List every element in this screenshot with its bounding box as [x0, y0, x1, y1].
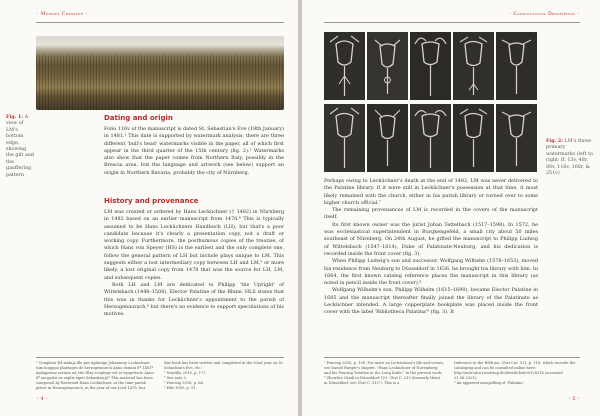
footnote-3: ³ Scintilla 2016, p. 177.	[164, 371, 207, 375]
figure-2-label: Fig. 2:	[546, 138, 564, 144]
provenance-paragraph-2: The remaining provenances of LM is recorded in the covers of the manuscript itself.	[324, 207, 538, 221]
right-page	[302, 0, 600, 416]
footnote-2-cont: this book has been written and completed in the 82nd year on St. Sebastian's Eve, etc.'	[164, 361, 284, 370]
figure-1-text: A view of LM's bottom edge, showing the gilt and the gauffering pattern	[6, 115, 34, 178]
left-folio: ◦ 4 ◦	[36, 396, 49, 402]
watermark-image-1	[324, 32, 365, 100]
figure-1-label: Fig. 1:	[6, 114, 24, 120]
watermark-image-8	[410, 104, 451, 172]
provenance-body	[324, 178, 538, 317]
footnote-8: ⁸ Zhowlicz Gradi in Düsseldorf 1(t). Chrt C. 213 (formerly Hem) in Düsseldorf, see Chrt C. 315"). This is a	[324, 376, 441, 385]
watermark-image-6	[324, 104, 365, 172]
footnote-8-cont: reference to the RHB ms. Chrt Cat. 511, p. 116, which records the cataloging and can be consulted online here:	[454, 361, 576, 370]
watermark-image-7	[367, 104, 408, 172]
watermark-2-drawing	[367, 32, 408, 100]
section-heading-dating: Dating and origin	[104, 114, 173, 122]
left-running-head: ◦ Michael Chesster ◦	[36, 12, 88, 17]
provenance-paragraph-5: Wolfgang Wilhelm's son, Philipp Wilhelm (1615–1690), became Elector Palatine in 1685 and the manuscript thereafter finally joined the library of the Palatinate as Lecküchner intended. A large copperplate bookplate was placed inside the front cover with the label 'Bibliotheca Palatina'⁹ (fig. 3). It	[324, 287, 538, 316]
footnote-5: ⁵ Fencing 2016, p. 66.	[164, 381, 204, 385]
watermark-image-9	[453, 104, 494, 172]
dating-paragraph-1: Folio 116v of the manuscript is dated St. Sebastian's Eve (19th January) in 1481.² This date is supported by watermark analysis; there are three different 'bull's head' watermarks visible in the paper, all of which first appear in the third quarter of the 15th century (fig. 2).³ Watermarks also show that the paper comes from Northern Italy, possibly in the Brescia area, but the language and artwork (see below) support an origin in Northern Bavaria, probably the city of Nürnberg.	[104, 126, 284, 176]
watermark-image-3	[410, 32, 451, 100]
watermark-figure	[324, 32, 538, 172]
watermark-6-drawing	[324, 104, 365, 172]
footnote-8-url: http://mdz-nbn-resolving.de/details:bsb00128314 (accessed 21.08.2021).	[454, 371, 563, 380]
footnote-2: ² Completu Ed maluja ille par Aplatuge Johannesy Leckuchner tam iungquo plateages de herzogenaurch Anno domini 8º 1481º mplagesine scriuse ad vite Illay sceptoge vel et egopriticte Anno 8º iacquobs ex vigilis egeti Sebastian.pl¹ This material has been composed by Reverend Hans Lecküchner, at the time parish priest in Herzogenaurach, in the year of our Lord 1478, but	[36, 361, 154, 390]
figure-2-caption	[546, 138, 594, 177]
right-footnote-rule	[324, 357, 580, 358]
footnote-9: ⁹ An apparent misspelling of 'Palatina'.	[454, 381, 525, 385]
left-footnotes-col-1	[36, 361, 154, 391]
provenance-paragraph-3: Its first known owner was the jurist Johan Tettelbach (1517–1598). In 1572, he was ecclesiastical superintendent in Burgkengefeld, a small city about 50 miles southeast of Nürnberg. On 24th August, he gifted the manuscript to Philipp Ludwig of Wittelsbach (1547–1614), Duke of Palatinate-Neuburg, and his dedication is recorded inside the front cover (fig. 3).	[324, 221, 538, 257]
watermark-3-drawing	[410, 32, 451, 100]
right-footnotes-col-2	[454, 361, 580, 386]
watermark-4-drawing	[453, 32, 494, 100]
watermark-8-drawing	[410, 104, 451, 172]
history-paragraph-1: LM was created or ordered by Hans Lecküchner († 1482) in Nürnberg in 1482 based on an earlier manuscript from 1478.⁴ This is typically assumed to be Hans Lecküchners Handbuch (LH), but that's a poor candidate because it's clearly a presentation copy, not a draft or working copy. Furthermore, the posthumous copies of the treatise, of which Hans von Speyer (HS) is the earliest and the only complete one, follow the general pattern of LH but include plays unique to LM. This suggests either a lost intermediary copy between LH and LM,⁵ or more likely, a lost original copy from 1478 that was the source for LH, LM, and subsequent copies.	[104, 209, 284, 281]
left-footnote-rule	[36, 357, 284, 358]
gauffering-texture	[36, 54, 284, 110]
right-footnotes-col-1	[324, 361, 444, 386]
dating-body	[104, 126, 284, 177]
watermark-image-10	[496, 104, 537, 172]
book-edge-photo	[36, 36, 284, 110]
history-paragraph-2: Both LH and LM are dedicated to Philipp 'the Upright' of Wittelsbach (1448–1508), Elector Palatine of the Rhine. HLS states that this was in thanks for Lecküchner's appointment to the parish of Herzogenaurach,⁶ but there's no evidence to support speculations of his motives.	[104, 281, 284, 318]
footnote-7: ⁷ Fencing 2016, p. 108. For more on Lecküchner's life and verses, see Daniel Burger's chapter, "Hans Lecküchner of Nuremberg and his Fencing Treatise in the Long Knife," in the present work.	[324, 361, 445, 375]
watermark-5-drawing	[496, 32, 537, 100]
history-body	[104, 209, 284, 318]
left-footnotes-col-2	[164, 361, 284, 391]
right-folio: ◦ 5 ◦	[567, 396, 580, 402]
watermark-image-5	[496, 32, 537, 100]
provenance-paragraph-1: Perhaps owing to Lecküchner's death at the end of 1482, LM was never delivered to the Palatine library. If it were still in Lecküchner's possession at that time, it most likely remained with the church, either in his parish library or turned over to some higher church official.⁷	[324, 178, 538, 206]
provenance-paragraph-4: When Philipp Ludwig's son and successor, Wolfgang Wilhelm (1578–1653), moved his residence from Neuburg to Düsseldorf in 1636, he brought his library with him. In 1664, the first known catalog reference places the manuscript in this library (as noted in pencil inside the front cover).⁸	[324, 258, 538, 287]
watermark-image-4	[453, 32, 494, 100]
watermark-image-2	[367, 32, 408, 100]
figure-2-text: LM's three primary watermarks (left to right: ff. 13v, 48r, 88v, 116v, 168r, & 251v)	[546, 139, 593, 177]
watermark-7-drawing	[367, 104, 408, 172]
footnote-6: ⁶ Hils 1985, p. 91.	[164, 386, 197, 390]
left-head-rule	[36, 22, 284, 23]
right-head-rule	[324, 22, 580, 23]
watermark-10-drawing	[496, 104, 537, 172]
right-running-head: ◦ Codicological Description ◦	[508, 12, 580, 17]
figure-1-caption	[6, 114, 34, 179]
watermark-9-drawing	[453, 104, 494, 172]
left-page	[0, 0, 298, 416]
footnote-4: ⁴ See note 3.	[164, 376, 188, 380]
section-heading-history: History and provenance	[104, 197, 199, 205]
watermark-1-drawing	[324, 32, 365, 100]
